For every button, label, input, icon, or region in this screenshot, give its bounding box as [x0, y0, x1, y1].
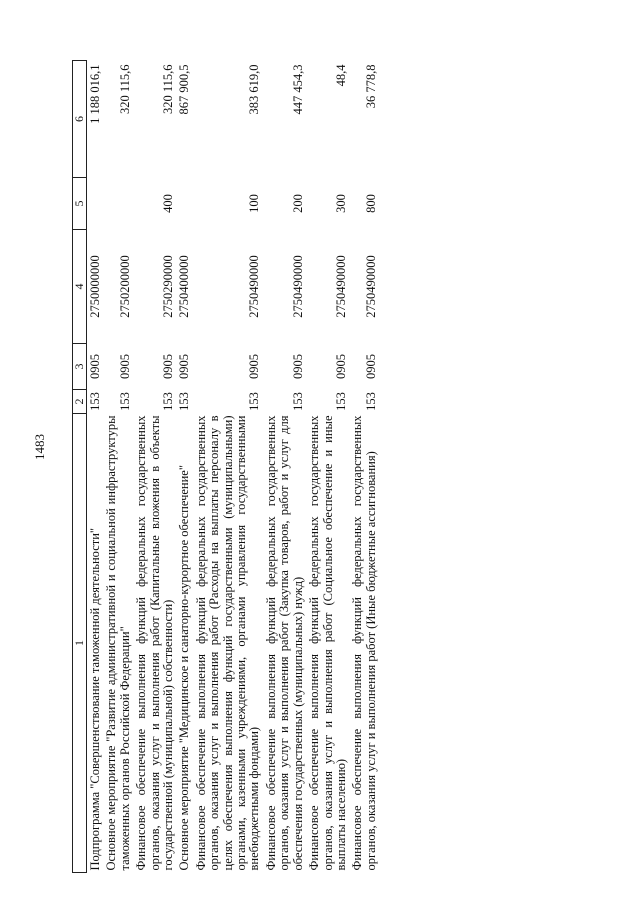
- row-name: Финансовое обеспечение выполнения функций федеральных государственных органов, оказания услуг и выполнения работ (Капитальные вложения в объекты государственной (муниципальной) собственности): [134, 415, 176, 871]
- row-section-code: 0905: [290, 354, 305, 379]
- row-name: Финансовое обеспечение выполнения функций федеральных государственных органов, оказания услуг и выполнения работ (Социальное обеспечение и иные выплаты населению): [307, 415, 348, 871]
- table-row: [193, 61, 263, 873]
- row-target-code: 2750490000: [363, 255, 378, 318]
- row-amount: 1 188 016,1: [88, 64, 102, 124]
- row-expense-type: [176, 178, 192, 230]
- row-admin-code: 153: [290, 392, 305, 411]
- row-expense-type: 200: [290, 194, 305, 213]
- row-admin-code: 153: [333, 392, 348, 411]
- header-col-3: 3: [73, 344, 87, 390]
- header-col-1: 1: [73, 414, 87, 873]
- row-amount: 383 619,0: [247, 64, 262, 115]
- row-name: Финансовое обеспечение выполнения функций федеральных государственных органов, оказания услуг и выполнения работ (Закупка товаров, работ и услуг для обеспечения государственных (муниципальных) нужд): [263, 415, 305, 871]
- row-expense-type: [87, 178, 104, 230]
- row-name: Основное мероприятие "Медицинское и санаторно-курортное обеспечение": [177, 465, 192, 871]
- row-section-code: 0905: [177, 354, 192, 379]
- row-target-code: 2750490000: [333, 255, 348, 318]
- row-expense-type: 300: [333, 194, 348, 213]
- header-col-4: 4: [73, 230, 87, 344]
- row-target-code: 2750490000: [247, 255, 262, 318]
- row-target-code: 2750000000: [88, 255, 102, 318]
- table-row: [133, 61, 176, 873]
- row-name: Финансовое обеспечение выполнения функций федеральных государственных органов, оказания услуг и выполнения работ (Расходы на выплаты персоналу в целях обеспечения выполнения функций государственными (муниципальными) органами, казенными учреждениями, органами управления государственными внебюджетными фондами): [193, 415, 262, 871]
- row-section-code: 0905: [88, 354, 102, 379]
- row-amount: 320 115,6: [161, 64, 176, 115]
- header-col-5: 5: [73, 178, 87, 230]
- rotated-budget-table-container: [72, 61, 566, 873]
- row-target-code: 2750490000: [290, 255, 305, 318]
- table-row: [87, 61, 104, 873]
- row-section-code: 0905: [161, 354, 176, 379]
- row-expense-type: 800: [363, 194, 378, 213]
- row-name: Основное мероприятие "Развитие административной и социальной инфраструктуры таможенных органов Российской Федерации": [104, 415, 132, 871]
- row-expense-type: [103, 178, 133, 230]
- table-row: [103, 61, 133, 873]
- row-amount: 48,4: [333, 64, 348, 87]
- row-section-code: 0905: [117, 354, 132, 379]
- table-row: [176, 61, 192, 873]
- page-number-text: 1483: [32, 434, 47, 460]
- row-section-code: 0905: [247, 354, 262, 379]
- row-admin-code: 153: [117, 392, 132, 411]
- row-expense-type: 400: [161, 194, 176, 213]
- row-target-code: 2750290000: [161, 255, 176, 318]
- row-admin-code: 153: [363, 392, 378, 411]
- header-col-6: 6: [73, 61, 87, 178]
- table-row: [263, 61, 306, 873]
- row-section-code: 0905: [333, 354, 348, 379]
- table-row: [349, 61, 379, 873]
- row-amount: 447 454,3: [290, 64, 305, 115]
- row-amount: 36 778,8: [363, 64, 378, 109]
- row-expense-type: 100: [247, 194, 262, 213]
- table-row: [306, 61, 349, 873]
- row-amount: 867 900,5: [177, 64, 192, 115]
- row-name: Финансовое обеспечение выполнения функций федеральных государственных органов, оказания услуг и выполнения работ (Иные бюджетные ассигнования): [350, 415, 378, 871]
- budget-table: [72, 60, 379, 873]
- row-target-code: 2750400000: [177, 255, 192, 318]
- row-target-code: 2750200000: [117, 255, 132, 318]
- row-amount: 320 115,6: [117, 64, 132, 115]
- row-admin-code: 153: [161, 392, 176, 411]
- row-name: Подпрограмма "Совершенствование таможенной деятельности": [88, 527, 102, 871]
- header-col-2: 2: [73, 390, 87, 414]
- row-admin-code: 153: [88, 392, 102, 411]
- row-admin-code: 153: [247, 392, 262, 411]
- row-section-code: 0905: [363, 354, 378, 379]
- row-admin-code: 153: [177, 392, 192, 411]
- table-header-row: [73, 61, 87, 873]
